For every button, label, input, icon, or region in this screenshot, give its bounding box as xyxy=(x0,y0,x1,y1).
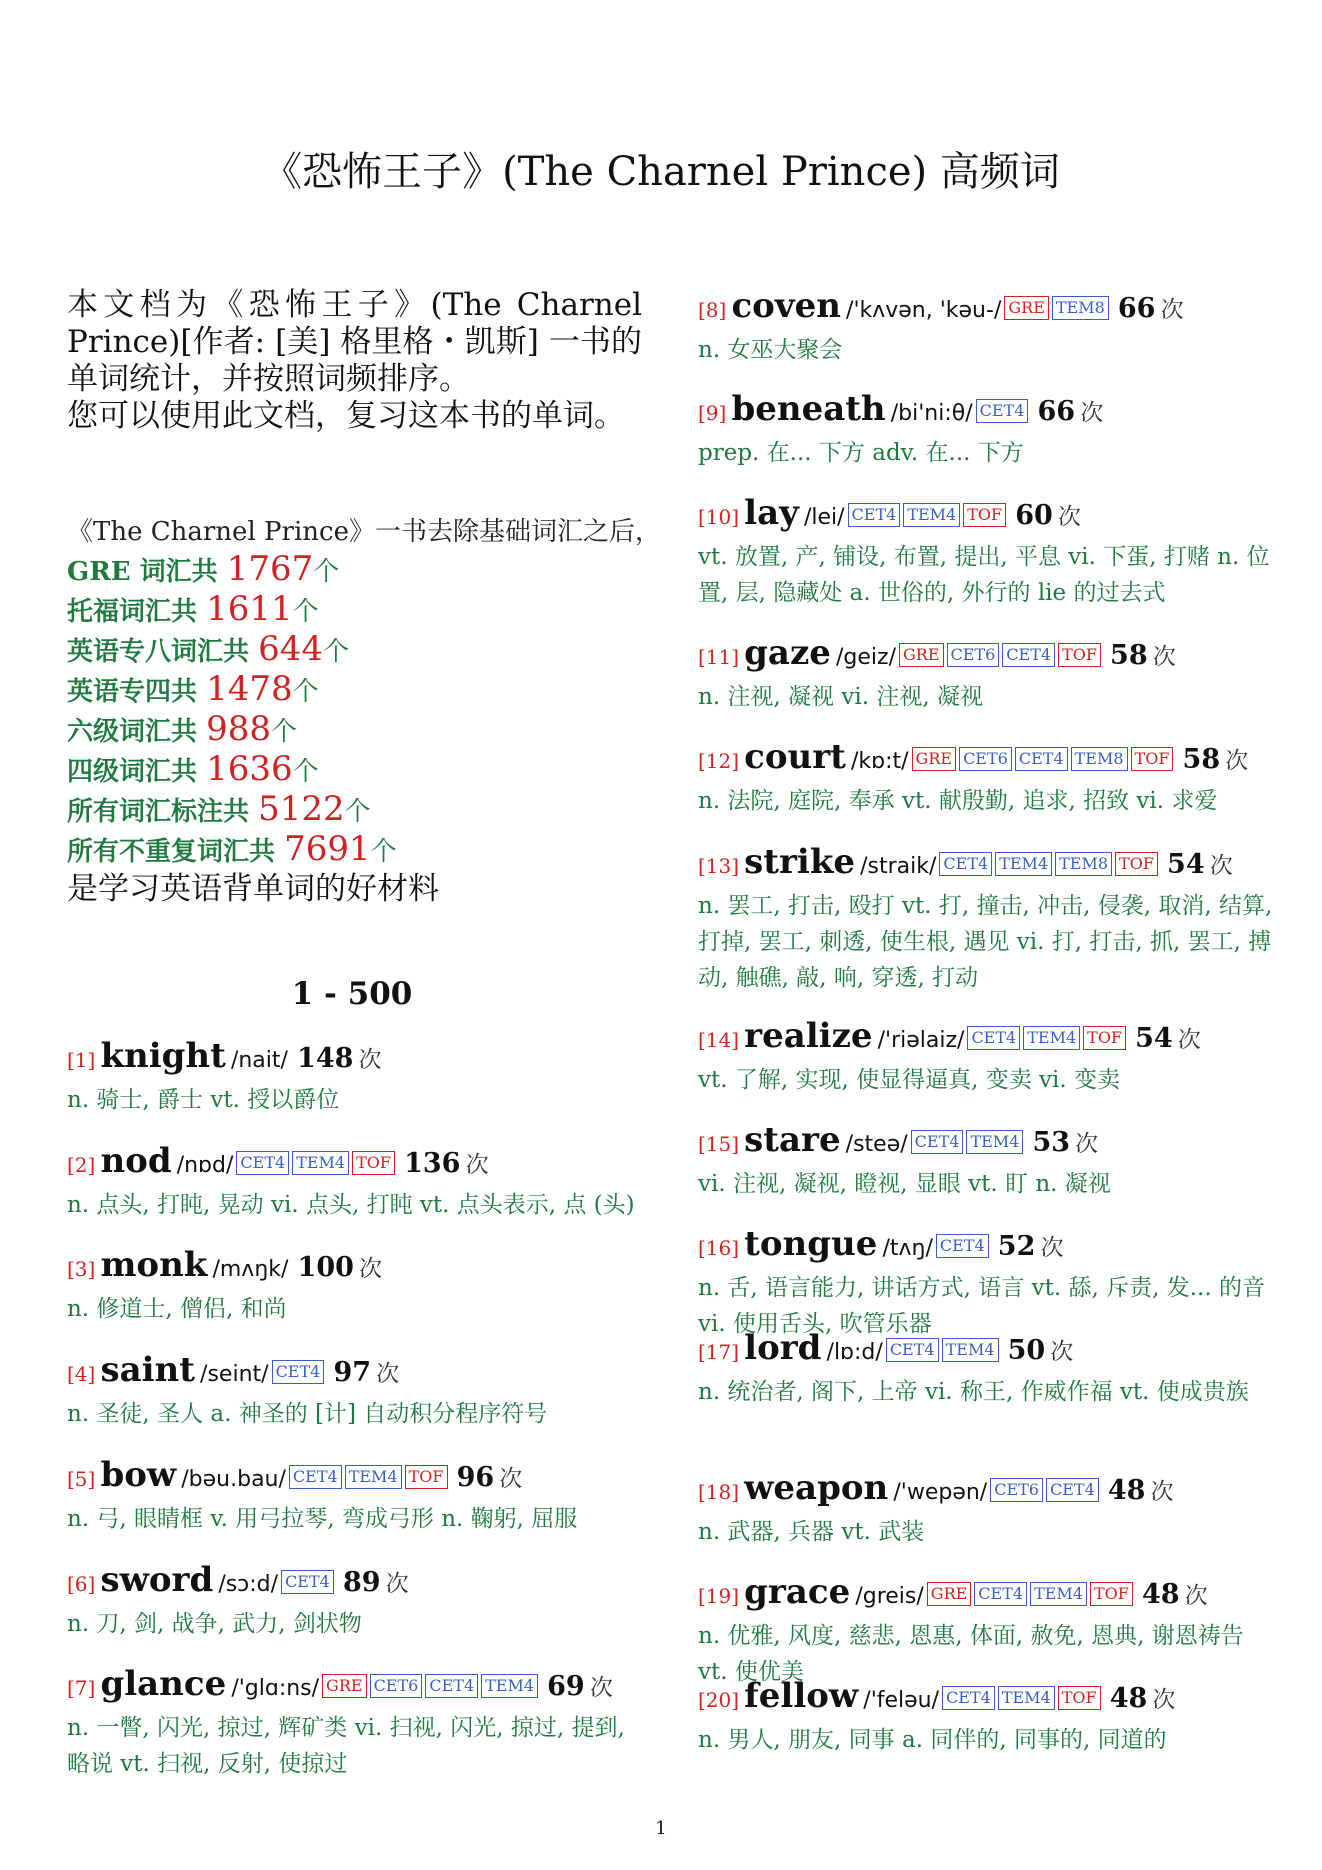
word-entry xyxy=(67,1036,642,1118)
entry-tag: CET4 xyxy=(976,399,1029,423)
stat-item xyxy=(67,791,667,831)
word-entry xyxy=(67,1560,642,1642)
entry-times-label: 次 xyxy=(385,1571,409,1597)
page-number: 1 xyxy=(655,1818,667,1839)
entry-times-label: 次 xyxy=(359,1256,382,1282)
entry-index: [2] xyxy=(67,1153,96,1177)
entry-tag: TEM4 xyxy=(292,1151,349,1175)
entry-tag: TOF xyxy=(1058,643,1101,667)
entry-tag: TEM4 xyxy=(345,1465,402,1489)
entry-word: lord xyxy=(744,1328,822,1368)
entry-tag: CET4 xyxy=(967,1026,1020,1050)
entry-phonetic: /'kʌvən, 'kəu-/ xyxy=(846,298,1002,323)
entry-headword-line xyxy=(698,737,1273,783)
entry-headword-line xyxy=(67,1560,642,1606)
entry-count: 58 xyxy=(1182,744,1221,775)
stat-item xyxy=(67,631,667,671)
entry-tag: TOF xyxy=(1131,747,1174,771)
entry-times-label: 次 xyxy=(1177,1027,1201,1053)
entry-phonetic: /'feləu/ xyxy=(863,1688,940,1713)
entry-word: weapon xyxy=(744,1468,889,1508)
word-entry xyxy=(67,1141,642,1223)
entry-phonetic: /bəu.bau/ xyxy=(181,1467,286,1492)
entry-tag: CET4 xyxy=(281,1570,334,1594)
vocabulary-stats xyxy=(67,514,667,908)
entry-word: lay xyxy=(744,493,799,533)
entry-tag: TEM4 xyxy=(1030,1582,1087,1606)
entry-definition: n. 刀, 剑, 战争, 武力, 剑状物 xyxy=(67,1611,362,1637)
entry-phonetic: /lɒ:d/ xyxy=(826,1340,883,1365)
word-entry xyxy=(698,737,1273,819)
entry-phonetic: /kɒ:t/ xyxy=(850,749,909,774)
entry-definition: n. 圣徒, 圣人 a. 神圣的 [计] 自动积分程序符号 xyxy=(67,1401,548,1427)
entry-definition: n. 点头, 打盹, 晃动 vi. 点头, 打盹 vt. 点头表示, 点 (头) xyxy=(67,1192,635,1218)
entry-definition: n. 骑士, 爵士 vt. 授以爵位 xyxy=(67,1087,340,1113)
stat-value: 644 xyxy=(258,629,323,669)
entry-headword-line xyxy=(698,389,1273,435)
entry-times-label: 次 xyxy=(1152,644,1176,670)
word-entry xyxy=(698,1676,1273,1758)
stat-unit: 个 xyxy=(322,637,349,667)
entry-index: [20] xyxy=(698,1688,740,1712)
entry-phonetic: /steə/ xyxy=(845,1132,908,1157)
entry-times-label: 次 xyxy=(1080,400,1104,426)
entry-count: 48 xyxy=(1141,1579,1180,1610)
entry-index: [15] xyxy=(698,1132,740,1156)
entry-phonetic: /geiz/ xyxy=(836,645,896,670)
entry-headword-line xyxy=(67,1664,642,1710)
entry-count: 66 xyxy=(1117,293,1156,324)
entry-word: bow xyxy=(100,1455,177,1495)
entry-index: [19] xyxy=(698,1584,740,1608)
word-entry xyxy=(698,1328,1273,1410)
stat-label: 所有不重复词汇共 xyxy=(67,837,285,867)
entry-index: [9] xyxy=(698,401,727,425)
document-title: 《恐怖王子》(The Charnel Prince) 高频词 xyxy=(262,149,1060,195)
entry-headword-line xyxy=(698,1572,1273,1618)
entry-tag: TEM8 xyxy=(1052,296,1109,320)
entry-definition: n. 女巫大聚会 xyxy=(698,337,843,363)
stat-item xyxy=(67,831,667,871)
entry-tag: CET4 xyxy=(886,1338,939,1362)
intro-text xyxy=(67,287,642,435)
entry-count: 97 xyxy=(333,1357,372,1388)
stat-value: 988 xyxy=(206,709,271,749)
entry-word: gaze xyxy=(744,633,831,673)
word-entry xyxy=(698,1572,1273,1690)
entry-headword-line xyxy=(698,1328,1273,1374)
entry-tag: GRE xyxy=(899,643,944,667)
entry-phonetic: /nait/ xyxy=(230,1048,288,1073)
entry-phonetic: /tʌŋ/ xyxy=(882,1236,933,1261)
entry-tag: TEM4 xyxy=(942,1338,999,1362)
word-entry xyxy=(698,493,1273,611)
entry-times-label: 次 xyxy=(1152,1687,1176,1713)
entry-headword-line xyxy=(698,1120,1273,1166)
entry-definition: n. 弓, 眼睛框 v. 用弓拉琴, 弯成弓形 n. 鞠躬, 屈服 xyxy=(67,1506,578,1532)
stat-unit: 个 xyxy=(292,757,319,787)
stat-value: 1767 xyxy=(226,549,314,589)
entry-word: sword xyxy=(100,1560,214,1600)
entry-tag: CET4 xyxy=(272,1360,325,1384)
entry-headword-line xyxy=(698,286,1273,332)
entry-index: [1] xyxy=(67,1048,96,1072)
entry-times-label: 次 xyxy=(1075,1131,1099,1157)
word-entry xyxy=(698,842,1273,996)
word-entry xyxy=(698,286,1273,368)
entry-definition: vt. 放置, 产, 铺设, 布置, 提出, 平息 vi. 下蛋, 打赌 n. 位置, 层, 隐藏处 a. 世俗的, 外行的 lie 的过去式 xyxy=(698,544,1270,606)
stat-value: 1611 xyxy=(206,589,293,629)
stat-label: 四级词汇共 xyxy=(67,757,207,787)
entry-tag: GRE xyxy=(1004,296,1049,320)
stat-label: 托福词汇共 xyxy=(67,597,207,627)
entry-index: [17] xyxy=(698,1340,740,1364)
entry-word: fellow xyxy=(744,1676,859,1716)
word-entry xyxy=(67,1245,642,1327)
stat-label: GRE 词汇共 xyxy=(67,557,227,587)
entry-index: [12] xyxy=(698,749,740,773)
entry-index: [11] xyxy=(698,645,740,669)
entry-tag: TOF xyxy=(1115,852,1158,876)
entry-tag: TOF xyxy=(1058,1686,1101,1710)
stat-label: 所有词汇标注共 xyxy=(67,797,259,827)
entry-headword-line xyxy=(698,1016,1273,1062)
entry-definition: n. 优雅, 风度, 慈悲, 恩惠, 体面, 赦免, 恩典, 谢恩祷告 vt. 使优美 xyxy=(698,1623,1244,1685)
intro-line: 您可以使用此文档，复习这本书的单词。 xyxy=(67,398,625,434)
entry-tag: CET4 xyxy=(425,1674,478,1698)
entry-count: 148 xyxy=(297,1043,354,1074)
entry-index: [7] xyxy=(67,1676,96,1700)
entry-definition: prep. 在... 下方 adv. 在... 下方 xyxy=(698,440,1024,466)
entry-times-label: 次 xyxy=(1225,748,1249,774)
word-entry xyxy=(698,1224,1273,1342)
word-entry xyxy=(698,1468,1273,1550)
entry-tag: TEM4 xyxy=(481,1674,538,1698)
entry-tag: TEM4 xyxy=(995,852,1052,876)
entry-count: 60 xyxy=(1015,500,1053,531)
stats-closing: 是学习英语背单词的好材料 xyxy=(67,871,439,907)
entry-definition: n. 男人, 朋友, 同事 a. 同伴的, 同事的, 同道的 xyxy=(698,1727,1167,1753)
entry-count: 89 xyxy=(342,1567,381,1598)
entry-index: [8] xyxy=(698,298,727,322)
entry-index: [5] xyxy=(67,1467,96,1491)
word-entry xyxy=(698,1120,1273,1202)
stat-unit: 个 xyxy=(270,717,297,747)
entry-word: realize xyxy=(744,1016,873,1056)
entry-word: tongue xyxy=(744,1224,878,1264)
entry-word: coven xyxy=(731,286,841,326)
entry-word: beneath xyxy=(731,389,886,429)
stat-item xyxy=(67,711,667,751)
entry-phonetic: /'glɑ:ns/ xyxy=(231,1676,320,1701)
entry-headword-line xyxy=(67,1455,642,1501)
range-heading: 1 - 500 xyxy=(291,976,413,1012)
entry-times-label: 次 xyxy=(1209,853,1233,879)
entry-times-label: 次 xyxy=(358,1047,382,1073)
entry-word: grace xyxy=(744,1572,851,1612)
entry-tag: CET4 xyxy=(1002,643,1055,667)
entry-tag: TOF xyxy=(1090,1582,1133,1606)
entry-count: 54 xyxy=(1167,849,1205,880)
entry-count: 69 xyxy=(547,1671,585,1702)
stat-item xyxy=(67,591,667,631)
entry-tag: TEM4 xyxy=(903,503,960,527)
entry-times-label: 次 xyxy=(499,1466,523,1492)
entry-headword-line xyxy=(67,1350,642,1396)
entry-tag: GRE xyxy=(322,1674,367,1698)
entry-tag: CET4 xyxy=(289,1465,342,1489)
entry-headword-line xyxy=(698,1224,1273,1270)
entry-tag: TOF xyxy=(405,1465,448,1489)
entry-headword-line xyxy=(698,1468,1273,1514)
entry-count: 136 xyxy=(404,1148,461,1179)
entry-tag: CET6 xyxy=(990,1478,1043,1502)
entry-phonetic: /straik/ xyxy=(860,854,937,879)
entry-count: 52 xyxy=(997,1231,1036,1262)
stat-unit: 个 xyxy=(370,837,397,867)
stat-item xyxy=(67,751,667,791)
entry-tag: CET4 xyxy=(848,503,901,527)
entry-phonetic: /greis/ xyxy=(855,1584,924,1609)
entry-tag: CET4 xyxy=(1046,1478,1099,1502)
entry-headword-line xyxy=(698,493,1273,539)
entry-index: [4] xyxy=(67,1362,96,1386)
entry-word: court xyxy=(744,737,846,777)
entry-count: 58 xyxy=(1110,640,1148,671)
entry-index: [16] xyxy=(698,1236,740,1260)
entry-times-label: 次 xyxy=(376,1361,400,1387)
entry-phonetic: /'riəlaiz/ xyxy=(877,1028,965,1053)
entry-definition: n. 武器, 兵器 vt. 武装 xyxy=(698,1519,925,1545)
entry-times-label: 次 xyxy=(1040,1235,1064,1261)
entry-tag: CET4 xyxy=(936,1234,989,1258)
word-entry xyxy=(698,1016,1273,1098)
entry-word: monk xyxy=(100,1245,208,1285)
entry-times-label: 次 xyxy=(1050,1339,1074,1365)
entry-tag: TEM4 xyxy=(1023,1026,1080,1050)
entry-word: saint xyxy=(100,1350,195,1390)
word-entry xyxy=(698,389,1273,471)
entry-index: [10] xyxy=(698,505,740,529)
word-entry xyxy=(67,1455,642,1537)
entry-count: 96 xyxy=(456,1462,495,1493)
stat-unit: 个 xyxy=(292,677,319,707)
stat-unit: 个 xyxy=(344,797,371,827)
entry-tag: TOF xyxy=(352,1151,395,1175)
entry-tag: GRE xyxy=(912,747,957,771)
entry-count: 100 xyxy=(297,1252,354,1283)
entry-index: [18] xyxy=(698,1480,740,1504)
entry-tag: CET6 xyxy=(947,643,1000,667)
entry-tag: CET4 xyxy=(236,1151,289,1175)
stats-list xyxy=(67,551,667,871)
entry-count: 54 xyxy=(1135,1023,1173,1054)
entry-count: 48 xyxy=(1107,1475,1146,1506)
entry-definition: n. 舌, 语言能力, 讲话方式, 语言 vt. 舔, 斥责, 发... 的音 vi. 使用舌头, 吹管乐器 xyxy=(698,1275,1265,1337)
stat-value: 1636 xyxy=(206,749,293,789)
stat-label: 六级词汇共 xyxy=(67,717,207,747)
entry-definition: n. 罢工, 打击, 殴打 vt. 打, 撞击, 冲击, 侵袭, 取消, 结算, 打掉, 罢工, 刺透, 使生根, 遇见 vi. 打, 打击, 抓, 罢工, 搏动, 触礁, 敲, 响, 穿透, 打动 xyxy=(698,893,1273,991)
stat-item xyxy=(67,551,667,591)
entry-headword-line xyxy=(67,1245,642,1291)
entry-definition: n. 修道士, 僧侣, 和尚 xyxy=(67,1296,287,1322)
entry-definition: vt. 了解, 实现, 使显得逼真, 变卖 vi. 变卖 xyxy=(698,1067,1121,1093)
entry-phonetic: /mʌŋk/ xyxy=(212,1257,289,1282)
entry-tag: CET4 xyxy=(974,1582,1027,1606)
stat-unit: 个 xyxy=(313,557,340,587)
entry-tag: GRE xyxy=(927,1582,972,1606)
entry-phonetic: /bi'ni:θ/ xyxy=(890,401,973,426)
stat-label: 英语专八词汇共 xyxy=(67,637,259,667)
entry-tag: CET6 xyxy=(370,1674,423,1698)
entry-phonetic: /lei/ xyxy=(803,505,845,530)
entry-index: [13] xyxy=(698,854,740,878)
word-entry xyxy=(67,1664,642,1782)
entry-tag: CET4 xyxy=(911,1130,964,1154)
entry-tag: TEM4 xyxy=(998,1686,1055,1710)
entry-tag: CET4 xyxy=(942,1686,995,1710)
entry-word: knight xyxy=(100,1036,226,1076)
stat-value: 5122 xyxy=(258,789,345,829)
entry-phonetic: /seint/ xyxy=(200,1362,269,1387)
stat-label: 英语专四共 xyxy=(67,677,207,707)
entry-tag: TEM8 xyxy=(1071,747,1128,771)
entry-tag: TEM8 xyxy=(1055,852,1112,876)
stat-unit: 个 xyxy=(292,597,319,627)
entry-definition: n. 注视, 凝视 vi. 注视, 凝视 xyxy=(698,684,983,710)
stat-item xyxy=(67,671,667,711)
entry-word: nod xyxy=(100,1141,172,1181)
entry-phonetic: /sɔ:d/ xyxy=(218,1572,279,1597)
entry-index: [3] xyxy=(67,1257,96,1281)
entry-headword-line xyxy=(698,842,1273,888)
entry-count: 53 xyxy=(1032,1127,1071,1158)
entry-definition: n. 法院, 庭院, 奉承 vt. 献殷勤, 追求, 招致 vi. 求爱 xyxy=(698,788,1218,814)
stat-value: 1478 xyxy=(206,669,293,709)
entry-tag: CET6 xyxy=(959,747,1012,771)
entry-definition: vi. 注视, 凝视, 瞪视, 显眼 vt. 盯 n. 凝视 xyxy=(698,1171,1111,1197)
entry-tag: TOF xyxy=(963,503,1006,527)
entry-word: strike xyxy=(744,842,856,882)
entry-tag: TEM4 xyxy=(966,1130,1023,1154)
stat-value: 7691 xyxy=(284,829,371,869)
entry-times-label: 次 xyxy=(1160,297,1184,323)
stats-lead: 《The Charnel Prince》一书去除基础词汇之后， xyxy=(67,517,661,547)
entry-times-label: 次 xyxy=(465,1152,489,1178)
entry-tag: CET4 xyxy=(1015,747,1068,771)
entry-times-label: 次 xyxy=(589,1675,613,1701)
entry-times-label: 次 xyxy=(1057,504,1081,530)
entry-headword-line xyxy=(698,633,1273,679)
entry-phonetic: /nɒd/ xyxy=(176,1153,234,1178)
intro-line: 本文档为《恐怖王子》(The Charnel Prince)[作者: [美] 格里格・凯斯] 一书的单词统计，并按照词频排序。 xyxy=(67,287,642,397)
entry-phonetic: /'wepən/ xyxy=(893,1480,988,1505)
entry-count: 48 xyxy=(1109,1683,1148,1714)
word-entry xyxy=(67,1350,642,1432)
entry-definition: n. 一瞥, 闪光, 掠过, 辉矿类 vi. 扫视, 闪光, 掠过, 提到, 略说 vt. 扫视, 反射, 使掠过 xyxy=(67,1715,625,1777)
entry-times-label: 次 xyxy=(1150,1479,1174,1505)
entry-word: glance xyxy=(100,1664,227,1704)
entry-definition: n. 统治者, 阁下, 上帝 vi. 称王, 作威作福 vt. 使成贵族 xyxy=(698,1379,1249,1405)
entry-word: stare xyxy=(744,1120,841,1160)
entry-index: [6] xyxy=(67,1572,96,1596)
entry-count: 50 xyxy=(1007,1335,1046,1366)
word-entry xyxy=(698,633,1273,715)
entry-index: [14] xyxy=(698,1028,740,1052)
entry-tag: CET4 xyxy=(939,852,992,876)
entry-times-label: 次 xyxy=(1184,1583,1208,1609)
entry-count: 66 xyxy=(1037,396,1076,427)
entry-headword-line xyxy=(67,1036,642,1082)
entry-headword-line xyxy=(698,1676,1273,1722)
entry-headword-line xyxy=(67,1141,642,1187)
entry-tag: TOF xyxy=(1083,1026,1126,1050)
